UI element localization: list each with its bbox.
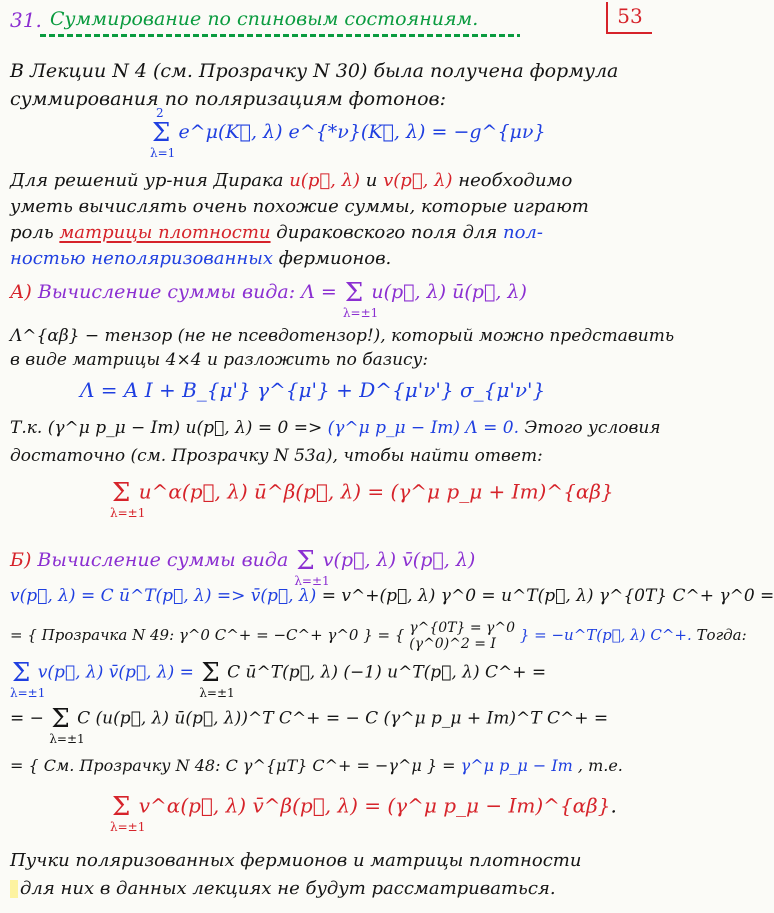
title-number xyxy=(10,8,42,32)
b-row-3-sum2-lower: λ=±1 xyxy=(199,686,235,700)
tensor-line-2: в виде матрицы 4×4 и разложить по базису: xyxy=(10,350,429,370)
b-row-2 xyxy=(10,620,747,652)
fully-term-part2: ностью неполяризованных xyxy=(10,248,274,269)
answer-b-equation xyxy=(110,792,617,834)
closing-text-2: для них в данных лекциях не будут рассматриваться. xyxy=(20,878,556,899)
condition-b: (γ^μ p_μ − Im) Λ = 0. xyxy=(327,418,519,438)
b-row-2-bot: (γ^0)^2 = I xyxy=(409,636,496,652)
b-row-1-c: = v^+(p⃗, λ) γ^0 = u^T(p⃗, λ) γ^{0T} C^+ γ^0 = xyxy=(321,586,774,606)
density-matrix-term: матрицы плотности xyxy=(59,222,271,243)
b-row-4-a: = − xyxy=(10,708,44,729)
b-row-1 xyxy=(10,586,774,606)
dirac-and: и xyxy=(365,170,378,191)
page-number: 53 xyxy=(606,2,652,34)
b-row-5-a: = { См. Прозрачку N 48: C γ^{μT} C^+ = −γ^μ } = xyxy=(10,756,456,775)
answer-b-sum-lower: λ=±1 xyxy=(110,820,146,834)
section-b-sum-lower: λ=±1 xyxy=(294,574,330,588)
section-b-heading xyxy=(10,546,476,588)
section-b-sum: Σ λ=±1 xyxy=(294,546,330,588)
b-row-4-sum: Σ λ=±1 xyxy=(49,704,85,746)
sum-lower: λ=1 xyxy=(150,146,176,160)
b-row-2-a: = { Прозрачка N 49: γ^0 C^+ = −C^+ γ^0 } = { xyxy=(10,626,405,644)
b-row-2-stack xyxy=(409,620,515,652)
section-a-heading xyxy=(10,278,527,320)
title-number-text: 31. xyxy=(10,8,42,32)
b-row-5 xyxy=(10,756,623,775)
b-row-5-b: γ^μ p_μ − Im xyxy=(460,756,573,775)
section-a-eq-lhs: Λ = xyxy=(301,281,343,303)
section-b-title: Вычисление суммы вида xyxy=(37,549,289,571)
intro-line-1: В Лекции N 4 (см. Прозрачку N 30) была получена формула xyxy=(10,60,619,82)
answer-b-dot: . xyxy=(610,793,617,818)
spinor-v: v(p⃗, λ) xyxy=(383,170,453,191)
section-b-label: Б) xyxy=(10,549,32,571)
page-title: Суммирование по спиновым состояниям. xyxy=(50,8,479,30)
dirac-line-4 xyxy=(10,248,391,269)
b-row-5-c: , т.е. xyxy=(577,756,623,775)
b-row-3-sum-lower: λ=±1 xyxy=(10,686,46,700)
b-row-4 xyxy=(10,704,609,746)
b-row-3-sum: Σ λ=±1 xyxy=(10,658,46,700)
spinor-u: u(p⃗, λ) xyxy=(289,170,361,191)
condition-line-2: достаточно (см. Прозрачку N 53а), чтобы найти ответ: xyxy=(10,446,543,466)
sum-upper: 2 xyxy=(156,106,164,120)
answer-a-body: u^α(p⃗, λ) ū^β(p⃗, λ) = (γ^μ p_μ + Im)^{αβ} xyxy=(138,479,614,504)
answer-a-sum-lower: λ=±1 xyxy=(110,506,146,520)
b-row-3 xyxy=(10,658,547,700)
b-row-2-top: γ^{0T} = γ^0 xyxy=(409,620,516,636)
basis-equation: Λ = A I + B_{μ'} γ^{μ'} + D^{μ'ν'} σ_{μ'ν'} xyxy=(80,378,546,402)
dirac-text-a: Для решений ур-ния Дирака xyxy=(10,170,284,191)
section-b-body: v(p⃗, λ) v̄(p⃗, λ) xyxy=(322,549,476,571)
intro-line-2: суммирования по поляризациям фотонов: xyxy=(10,88,446,110)
dirac-role: роль xyxy=(10,222,54,243)
dirac-line-2: уметь вычислять очень похожие суммы, которые играют xyxy=(10,196,589,217)
photon-sum-body: e^μ(K⃗, λ) e^{*ν}(K⃗, λ) = −g^{μν} xyxy=(178,121,546,143)
answer-a-sum: Σ λ=±1 xyxy=(110,478,146,520)
section-a-sum-lower: λ=±1 xyxy=(342,306,379,320)
photon-sum-equation xyxy=(150,106,546,160)
closing-highlight xyxy=(10,880,18,898)
dirac-text-b: необходимо xyxy=(458,170,573,191)
dirac-line-1 xyxy=(10,170,572,191)
closing-line-1: Пучки поляризованных фермионов и матрицы плотности xyxy=(10,850,582,871)
b-row-3-sum2: Σ λ=±1 xyxy=(199,658,235,700)
tensor-line-1: Λ^{αβ} − тензор (не не псевдотензор!), который можно представить xyxy=(10,326,675,346)
b-row-3-rhs: C ū^T(p⃗, λ) (−1) u^T(p⃗, λ) C^+ = xyxy=(227,662,547,683)
dirac-field: дираковского поля для xyxy=(276,222,498,243)
closing-line-2 xyxy=(10,878,556,899)
title-underline xyxy=(40,34,520,37)
answer-a-equation xyxy=(110,478,614,520)
section-a-label: А) xyxy=(10,281,32,303)
b-row-4-sum-lower: λ=±1 xyxy=(49,732,85,746)
section-a-title: Вычисление суммы вида: xyxy=(37,281,296,303)
b-row-2-b: } = −u^T(p⃗, λ) C^+. xyxy=(519,626,692,644)
answer-b-body: v^α(p⃗, λ) v̄^β(p⃗, λ) = (γ^μ p_μ − Im)^{αβ} xyxy=(138,793,611,818)
b-row-1-a: v(p⃗, λ) = C ū^T(p⃗, λ) => xyxy=(10,586,246,606)
b-row-4-b: C (u(p⃗, λ) ū(p⃗, λ))^T C^+ = − C (γ^μ p_μ + Im)^T C^+ = xyxy=(77,708,609,729)
b-row-2-c: Тогда: xyxy=(696,626,747,644)
condition-line-1 xyxy=(10,418,661,438)
condition-c: Этого условия xyxy=(524,418,661,438)
section-a-sum: Σ λ=±1 xyxy=(342,278,379,320)
condition-a: Т.к. (γ^μ p_μ − Im) u(p⃗, λ) = 0 => xyxy=(10,418,323,438)
fully-term-part1: пол- xyxy=(502,222,543,243)
section-a-eq-body: u(p⃗, λ) ū(p⃗, λ) xyxy=(371,281,527,303)
b-row-3-lhs: v(p⃗, λ) v̄(p⃗, λ) = xyxy=(37,662,200,683)
answer-b-sum: Σ λ=±1 xyxy=(110,792,146,834)
fermions-word: фермионов. xyxy=(278,248,392,269)
sum-symbol: Σ 2 λ=1 xyxy=(150,106,176,160)
dirac-line-3 xyxy=(10,222,543,243)
b-row-1-b: v̄(p⃗, λ) xyxy=(250,586,317,606)
